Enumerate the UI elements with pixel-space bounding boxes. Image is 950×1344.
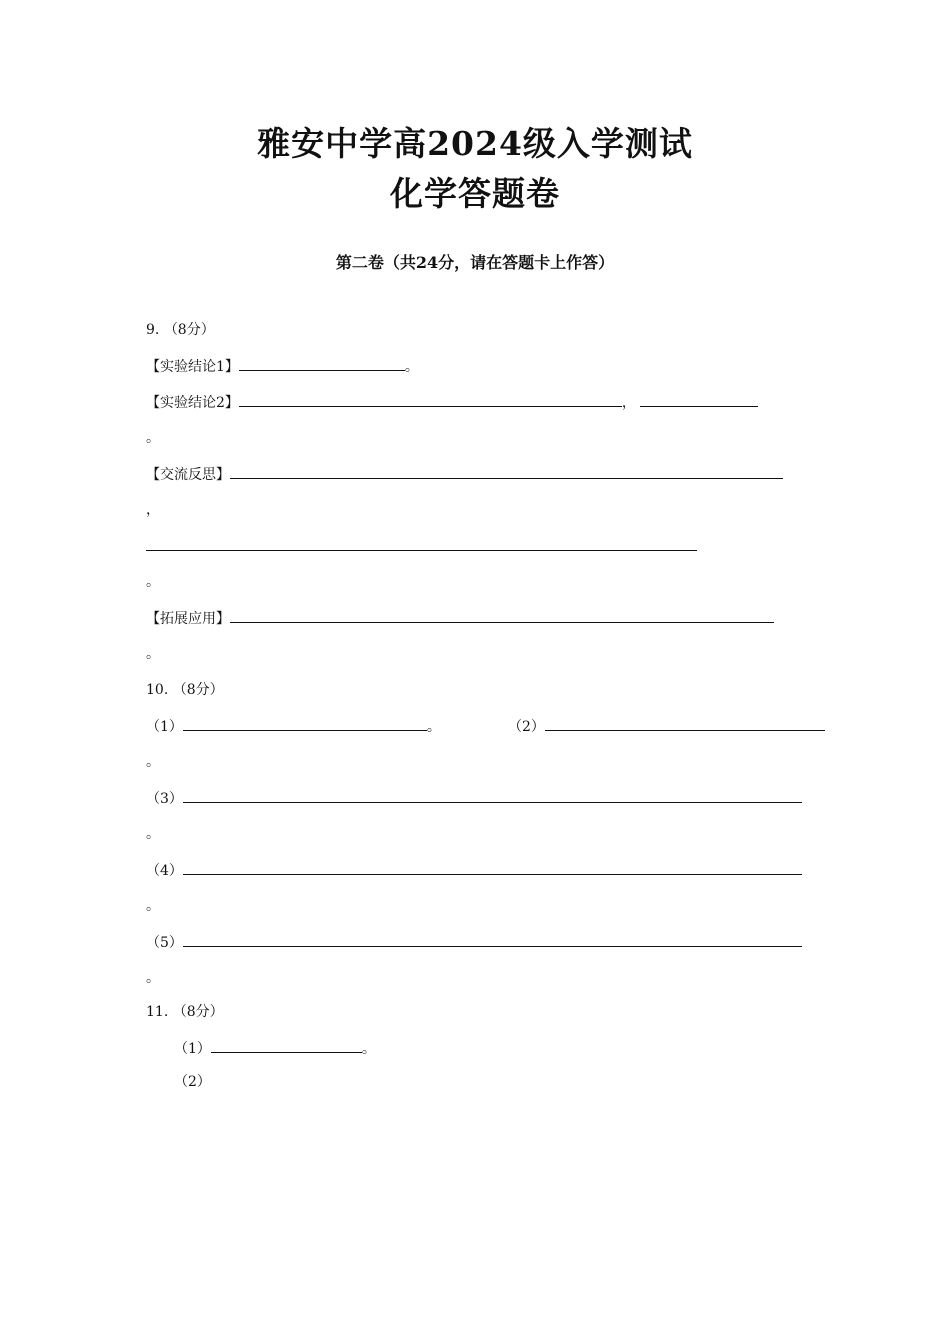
q9-reflection-row — [146, 464, 783, 485]
q11-part-1-label: （1） — [174, 1041, 211, 1057]
q10-part-3-blank[interactable] — [183, 788, 802, 803]
q9-reflection-blank-b[interactable] — [146, 536, 697, 551]
q10-part-4-blank[interactable] — [183, 860, 802, 875]
question-11-header — [146, 1002, 224, 1022]
period: 。 — [146, 430, 160, 446]
q9-application-label: 【拓展应用】 — [146, 611, 230, 627]
q10-part-3-label: （3） — [146, 791, 183, 807]
q10-part-2-label: （2） — [508, 719, 545, 735]
q10-part-4-row — [146, 860, 802, 881]
q9-reflection-blank-a[interactable] — [230, 464, 783, 479]
q10-part-4-label: （4） — [146, 863, 183, 879]
period: 。 — [146, 574, 160, 590]
q10-part-2-blank[interactable] — [545, 716, 825, 731]
question-9-header — [146, 320, 215, 340]
period: 。 — [426, 719, 441, 735]
section-heading: 第二卷（共24分，请在答题卡上作答） — [335, 253, 615, 272]
comma: ， — [146, 502, 160, 518]
comma: ， — [621, 395, 636, 411]
q11-part-1-blank[interactable] — [211, 1038, 362, 1053]
q9-conclusion-1-label: 【实验结论1】 — [146, 359, 239, 375]
q9-conclusion-2-label: 【实验结论2】 — [146, 395, 239, 411]
question-number: 11. — [146, 1004, 169, 1020]
q10-part-2-row — [508, 716, 825, 737]
q9-conclusion-1-row — [146, 356, 419, 377]
exam-subject-title: 化学答题卷 — [390, 174, 560, 213]
q9-conclusion-2-blank-a[interactable] — [239, 392, 622, 407]
q10-part-5-blank[interactable] — [183, 932, 802, 947]
q10-part-1-blank[interactable] — [183, 716, 427, 731]
period: 。 — [146, 898, 160, 914]
q10-part-5-row — [146, 932, 802, 953]
period: 。 — [146, 970, 160, 986]
period: 。 — [361, 1041, 376, 1057]
q10-part-1-label: （1） — [146, 719, 183, 735]
period: 。 — [146, 826, 160, 842]
q10-part-5-label: （5） — [146, 935, 183, 951]
q9-application-blank[interactable] — [230, 608, 774, 623]
q11-part-2-row — [174, 1072, 211, 1092]
q11-part-2-label: （2） — [174, 1074, 211, 1090]
period: 。 — [146, 646, 160, 662]
q9-conclusion-2-row — [146, 392, 758, 413]
question-number: 10. — [146, 682, 169, 698]
q9-reflection-row-2 — [146, 536, 697, 557]
q9-reflection-label: 【交流反思】 — [146, 467, 230, 483]
q10-part-3-row — [146, 788, 802, 809]
exam-title: 雅安中学高2024级入学测试 — [257, 124, 693, 163]
q9-conclusion-2-blank-b[interactable] — [640, 392, 758, 407]
q11-part-1-row — [174, 1038, 376, 1059]
question-score: （8分） — [163, 322, 215, 338]
question-number: 9. — [146, 322, 160, 338]
q10-part-1-row — [146, 716, 441, 737]
period: 。 — [404, 359, 419, 375]
question-score: （8分） — [172, 1004, 224, 1020]
q9-conclusion-1-blank[interactable] — [239, 356, 405, 371]
question-score: （8分） — [172, 682, 224, 698]
question-10-header — [146, 680, 224, 700]
q9-application-row — [146, 608, 774, 629]
period: 。 — [146, 754, 160, 770]
